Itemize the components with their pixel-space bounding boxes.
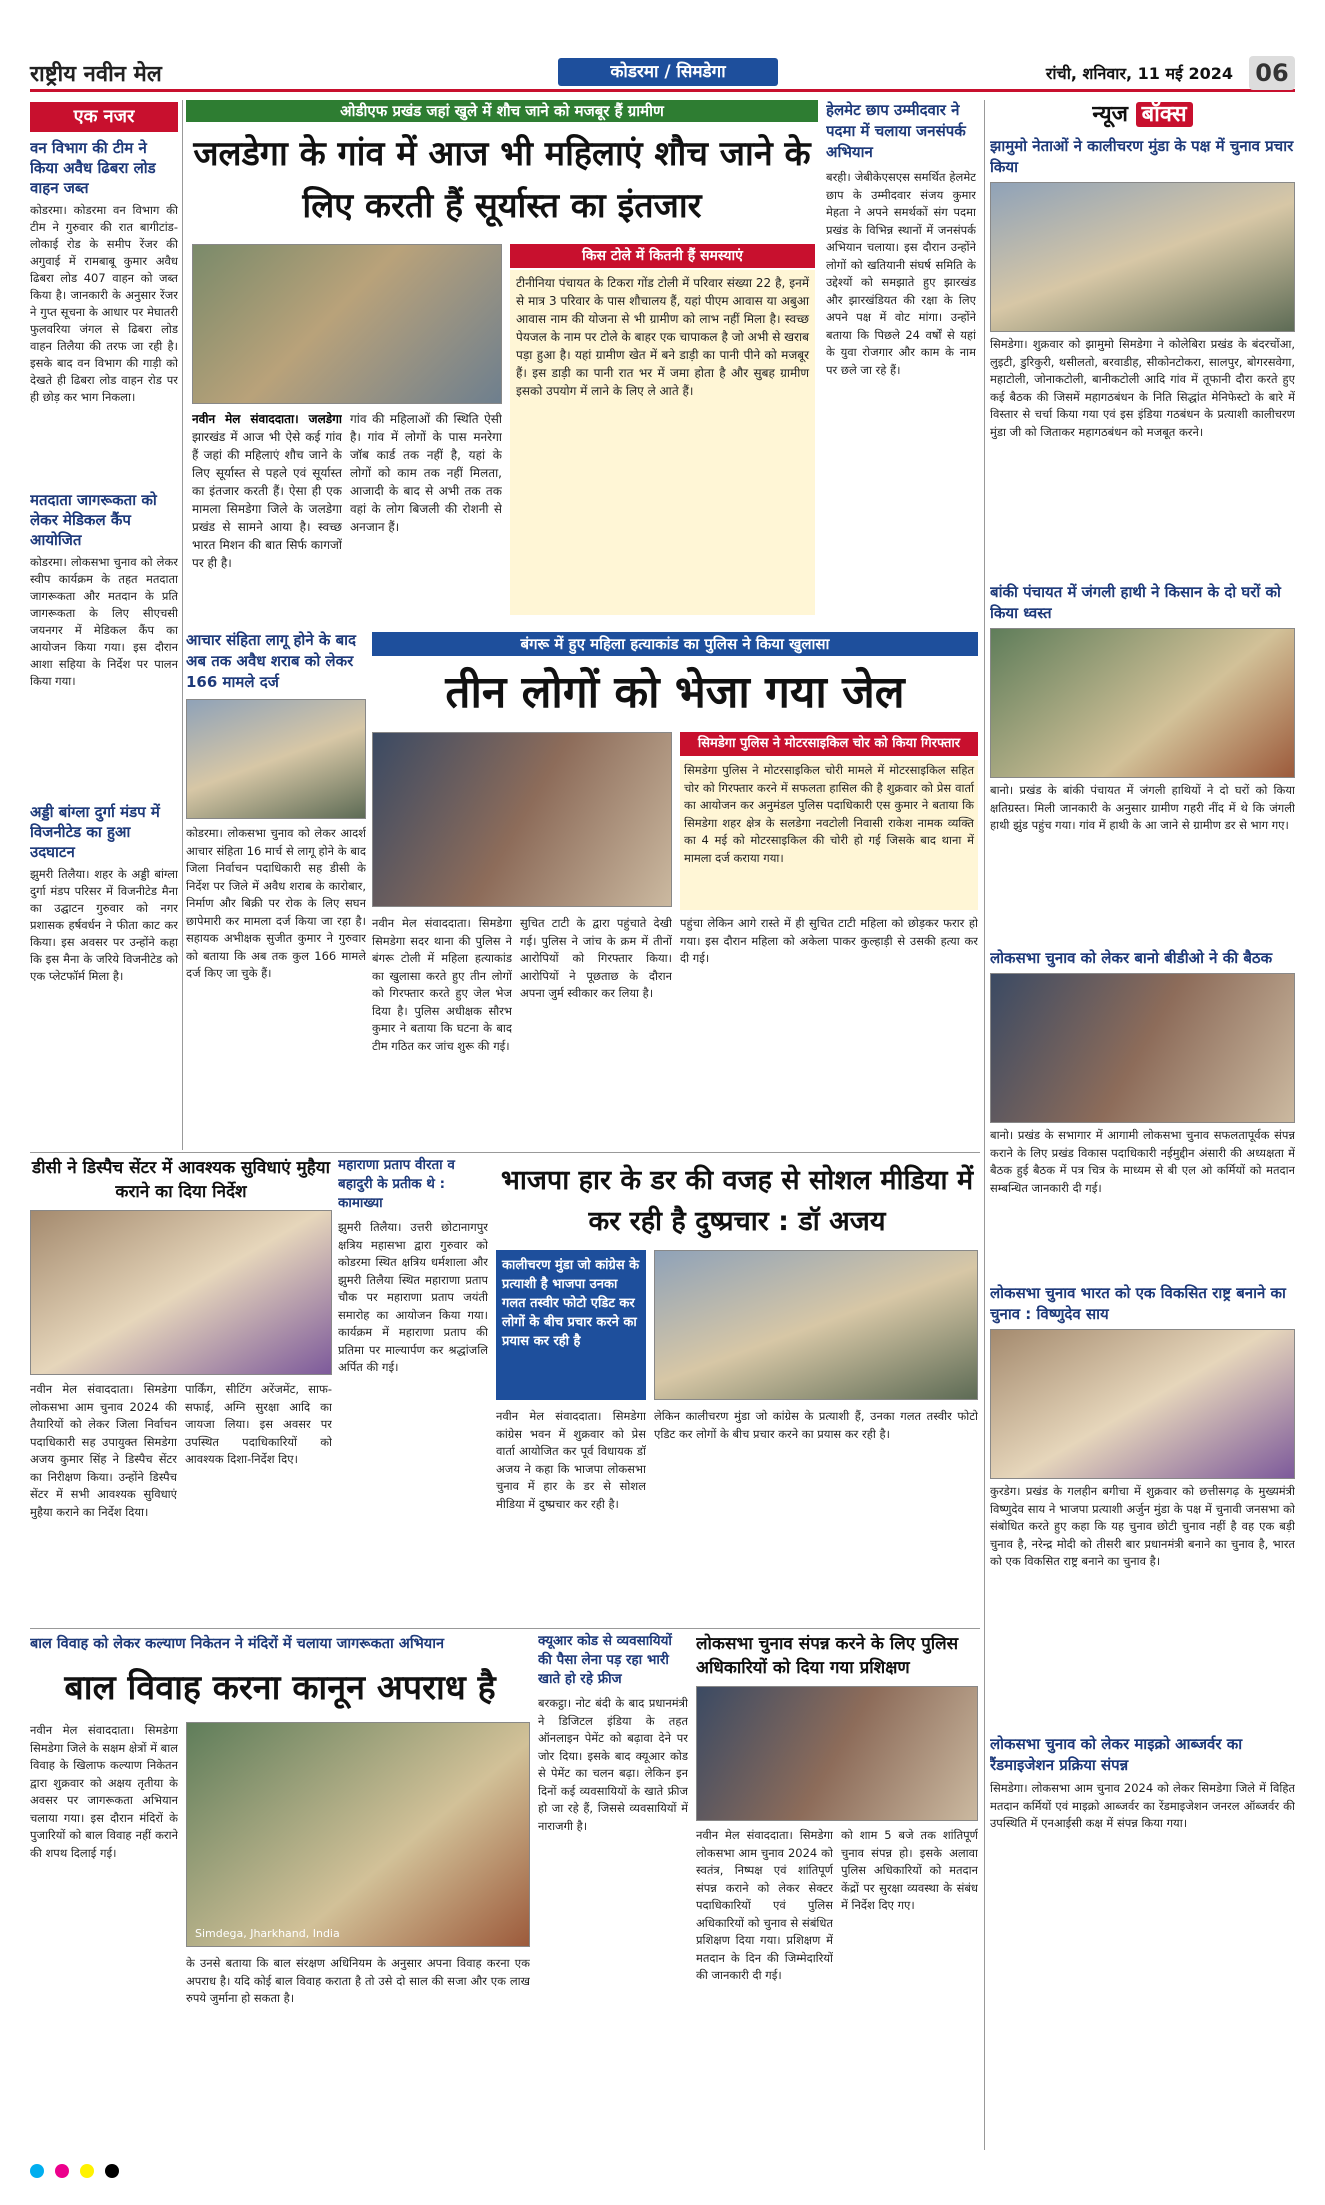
story-kicker: बंगरू में हुए महिला हत्याकांड का पुलिस ने किया खुलासा (520, 635, 830, 653)
callout-box (496, 1250, 646, 1400)
story-body (192, 410, 342, 615)
story-photo-village (192, 244, 502, 404)
row-rule (30, 1152, 980, 1153)
story-kicker-bar (372, 632, 978, 656)
news-box-title: बांकी पंचायत में जंगली हाथी ने किसान के दो घरों को किया ध्वस्त (990, 583, 1281, 622)
brief-title: मतदाता जागरूकता को लेकर मेडिकल कैंप आयोजित (30, 491, 157, 549)
story-photo-training (696, 1686, 978, 1821)
story-title: आचार संहिता लागू होने के बाद अब तक अवैध शराब को लेकर 166 मामले दर्ज (186, 631, 357, 691)
story-headline: जलडेगा के गांव में आज भी महिलाएं शौच जाने के लिए करती हैं सूर्यास्त का इंतजार (193, 134, 811, 226)
news-box-title: लोकसभा चुनाव भारत को एक विकसित राष्ट्र बनाने का चुनाव : विष्णुदेव साय (990, 1284, 1286, 1323)
news-box-body: सिमडेगा। लोकसभा आम चुनाव 2024 को लेकर सिमडेगा जिले में विहित मतदान कर्मियों एवं माइक्रो आब्जर्वर का रेंडमाइजेशन जनरल ऑब्जर्वर की उपस्थिति में एनआईसी कक्ष में संपन्न किया गया। (990, 1781, 1295, 1830)
story-photo-police (372, 732, 672, 907)
news-box-header-b: बॉक्स (1136, 102, 1193, 127)
story-photo-awareness (186, 1722, 530, 1947)
brief-body: कोडरमा। लोकसभा चुनाव को लेकर स्वीप कार्यक्रम के तहत मतदाता जागरूकता और मतदान के प्रति जागरूकता के लिए सीएचसी जयनगर में मेडिकल कैंप का आयोजन किया गया। इस दौरान आशा सहिया के निर्देश पर पालन किया गया। (30, 555, 178, 688)
black-dot (105, 2164, 119, 2178)
briefs-column (30, 102, 178, 1132)
page-number: 06 (1249, 56, 1295, 90)
story-body: गांव की महिलाओं की स्थिति ऐसी है। गांव में लोगों के पास मनरेगा जॉब कार्ड तक नहीं है, यहां के लोगों को काम तक नहीं मिलता, आजादी के बाद से अभी तक तक वहां के लोग बिजली की रोशनी से अनजान हैं। (350, 412, 502, 534)
news-box-title: झामुमो नेताओं ने कालीचरण मुंडा के पक्ष में चुनाव प्रचार किया (990, 137, 1294, 176)
story-body: सिमडेगा पुलिस ने मोटरसाइकिल चोरी मामले में मोटरसाइकिल सहित चोर को गिरफ्तार करने में सफलता हासिल की है शुक्रवार को प्रेस वार्ता का आयोजन कर अनुमंडल पुलिस पदाधिकारी एस कुमार ने बताया कि सिमडेगा शहर क्षेत्र के सलडेगा नवटोली निवासी राकेश नामक व्यक्ति का 4 मई को मोटरसाइकिल की चोरी हो गई जिसके बाद थाना में मामला दर्ज कराया गया। (680, 760, 978, 910)
news-box-column (990, 100, 1295, 2150)
story-headline: बाल विवाह करना कानून अपराध है (64, 1668, 496, 1708)
news-box-body: सिमडेगा। शुक्रवार को झामुमो सिमडेगा ने कोलेबिरा प्रखंड के बंदरचोंआ, लुइटी, डुरिकुरी, थसीलतो, बरवाडीह, सीकोनटोकरा, सालपुर, बोगरसवेगा, महाटोली, जोनाकटोली, बानीकटोली आदि गांव में तूफानी दौरा करते हुए कई बैठक की जिसमें महागठबंधन के निति सिद्धांत मेनिफेस्टो के बारे में विस्तार से चर्चा किया गया एवं इस इंडिया गठबंधन के प्रत्याशी कालीचरण मुंडा जी को जिताकर महागठबंधन को मजबूत करने। (990, 337, 1295, 439)
column-rule (182, 100, 183, 1150)
story-qr (538, 1632, 688, 2147)
photo-caption: Simdega, Jharkhand, India (195, 1927, 340, 1940)
brief-title: वन विभाग की टीम ने किया अवैध ढिबरा लोड वाहन जब्त (30, 139, 156, 197)
print-registration-bar (30, 2163, 1295, 2177)
story-body: सुचित टाटी के द्वारा पहुंचाते देखी गई। पुलिस ने जांच के क्रम में तीनों आरोपियों को गिरफ्तार किया। आरोपियों ने पूछताछ के दौरान अपना जुर्म स्वीकार कर लिया है। (520, 916, 672, 1000)
story-dispatch (30, 1156, 332, 1626)
magenta-dot (55, 2164, 69, 2178)
story-liquor (186, 630, 366, 1150)
story-headline: तीन लोगों को भेजा गया जेल (445, 667, 905, 718)
news-box-body: कुरडेग। प्रखंड के गलहीन बगीचा में शुक्रवार को छत्तीसगढ़ के मुख्यमंत्री विष्णुदेव साय ने भाजपा प्रत्याशी अर्जुन मुंडा के पक्ष में चुनावी जनसभा को संबोधित करते हुए कहा कि यह चुनाव छोटी चुनाव नहीं है वह एक बड़ी चुनाव है, नरेन्द्र मोदी को तीसरी बार प्रधानमंत्री बनाने का चुनाव है, भारत को एक विकसित राष्ट्र बनाने का चुनाव है। (990, 1484, 1295, 1568)
story-body: नवीन मेल संवाददाता। सिमडेगा सिमडेगा सदर थाना की पुलिस ने बंगरू टोली में महिला हत्याकांड का खुलासा करते हुए तीन लोगों को गिरफ्तार करते हुए जेल भेज दिया है। पुलिस अधीक्षक सौरभ कुमार ने बताया कि घटना के बाद टीम गठित कर जांच शुरू की गई। (372, 916, 512, 1053)
story-training (696, 1632, 978, 2147)
news-box-title: लोकसभा चुनाव को लेकर माइक्रो आब्जर्वर का रैंडमाइजेशन प्रक्रिया संपन्न (990, 1735, 1243, 1774)
story-kicker-bar (30, 1632, 530, 1656)
story-title: डीसी ने डिस्पैच सेंटर में आवश्यक सुविधाएं मुहैया कराने का दिया निर्देश (31, 1158, 331, 1202)
dateline: रांची, शनिवार, 11 मई 2024 (1045, 64, 1233, 83)
news-photo-rally (990, 182, 1295, 332)
news-photo-house (990, 628, 1295, 778)
story-kicker-bar (186, 100, 818, 122)
story-body: नवीन मेल संवाददाता। सिमडेगा सिमडेगा जिले के सक्षम क्षेत्रों में बाल विवाह के खिलाफ कल्याण निकेतन द्वारा शुक्रवार को अक्षय तृतीया के अवसर पर जागरूकता अभियान चलाया गया। इस दौरान मंदिरों के पुजारियों को बाल विवाह नहीं कराने की शपथ दिलाई गई। (30, 1723, 178, 1860)
story-kicker: ओडीएफ प्रखंड जहां खुले में शौच जाने को मजबूर हैं ग्रामीण (340, 102, 664, 120)
row-rule (30, 1628, 980, 1629)
story-photo-dispatch (30, 1210, 332, 1375)
story-title: सिमडेगा पुलिस ने मोटरसाइकिल चोर को किया गिरफ्तार (697, 736, 961, 751)
story-body: नवीन मेल संवाददाता। सिमडेगा कांग्रेस भवन में शुक्रवार को प्रेस वार्ता आयोजित कर पूर्व विधायक डॉ अजय ने कहा कि भाजपा लोकसभा चुनाव में हार के डर से सोशल मीडिया में दुष्प्रचार कर रही है। (496, 1409, 646, 1511)
news-box-body: बानो। प्रखंड के सभागार में आगामी लोकसभा चुनाव सफलतापूर्वक संपन्न कराने के लिए प्रखंड विकास पदाधिकारी नईमुद्दीन अंसारी की अध्यक्षता में बैठक हुई बैठक में पत्र चित्र के माध्यम से बी एल ओ कर्मियों को मतदान सम्बन्धित जानकारी दी गई। (990, 1128, 1295, 1195)
newspaper-brand: राष्ट्रीय नवीन मेल (30, 62, 162, 87)
story-title: क्यूआर कोड से व्यवसायियों की पैसा लेना पड़ रहा भारी खाते हो रहे फ्रीज (538, 1633, 672, 1687)
brief-body: झुमरी तिलैया। शहर के अड्डी बांग्ला दुर्गा मंडप परिसर में विजनीटेड मैना का उद्घाटन गुरुवार को नगर प्रशासक हर्षवर्धन ने फीता काट कर किया। इस अवसर पर उन्होंने कहा कि इस मैना के जरिये विजनीटेड को एक प्लेटफॉर्म मिला है। (30, 867, 178, 983)
story-maharana (338, 1156, 488, 1626)
news-box-title: लोकसभा चुनाव को लेकर बानो बीडीओ ने की बैठक (990, 949, 1273, 967)
column-rule (984, 100, 985, 2150)
news-box-header-a: न्यूज (1092, 102, 1128, 127)
masthead (30, 56, 1295, 92)
cyan-dot (30, 2164, 44, 2178)
brief-body: कोडरमा। कोडरमा वन विभाग की टीम ने गुरुवार की रात बागीटांड-लोकाई रोड के समीप रेंजर की अगुवाई में रामबाबू कुमार अवैध ढिबरा लोड 407 वाहन को जब्त किया है। जानकारी के अनुसार रेंजर ने गुप्त सूचना के आधार पर मेघातरी फुलवरिया जंगल से ढिबरा लोड वाहन तिलैया की तरफ जा रही है। इसके बाद वन विभाग की गाड़ी को देखते ही ढिबरा लोड वाहन रोड पर ही छोड़ कर भाग निकला। (30, 203, 178, 404)
story-body: को शाम 5 बजे तक शांतिपूर्ण चुनाव संपन्न हो। इसके अलावा पुलिस अधिकारियों को मतदान केंद्रों पर सुरक्षा व्यवस्था के संबंध में निर्देश दिए गए। (841, 1828, 978, 1912)
info-box-title: किस टोले में कितनी हैं समस्याएं (582, 248, 743, 264)
story-body: झुमरी तिलैया। उत्तरी छोटानागपुर क्षत्रिय महासभा द्वारा गुरुवार को कोडरमा स्थित क्षत्रिय धर्मशाला और झुमरी तिलैया स्थित महाराणा प्रताप चौक पर महाराणा प्रताप जयंती समारोह का आयोजन किया गया। कार्यक्रम में महाराणा प्रताप की प्रतिमा पर माल्यार्पण कर श्रद्धांजलि अर्पित की गई। (338, 1220, 488, 1374)
story-kicker: बाल विवाह को लेकर कल्याण निकेतन ने मंदिरों में चलाया जागरूकता अभियान (30, 1636, 445, 1652)
story-helmet (826, 100, 976, 625)
news-box-body: बानो। प्रखंड के बांकी पंचायत में जंगली हाथियों ने दो घरों को किया क्षतिग्रस्त। मिली जानकारी के अनुसार ग्रामीण गहरी नींद में थे कि जंगली हाथी झुंड पहुंच गया। गांव में हाथी के आ जाने से ग्रामीण डर से भाग गए। (990, 783, 1295, 832)
story-headline: भाजपा हार के डर की वजह से सोशल मीडिया में कर रही है दुष्प्रचार : डॉ अजय (500, 1165, 974, 1237)
story-title: लोकसभा चुनाव संपन्न करने के लिए पुलिस अधिकारियों को दिया गया प्रशिक्षण (696, 1634, 959, 1678)
story-body: नवीन मेल संवाददाता। सिमडेगा लोकसभा आम चुनाव 2024 को स्वतंत्र, निष्पक्ष एवं शांतिपूर्ण संपन्न कराने को लेकर सेक्टर पदाधिकारियों एवं पुलिस अधिकारियों को चुनाव से संबंधित प्रशिक्षण दिया गया। प्रशिक्षण में मतदान के दिन की जिम्मेदारियों की जानकारी दी गई। (696, 1828, 833, 1982)
byline: नवीन मेल संवाददाता। जलडेगा (192, 412, 342, 426)
story-body: नवीन मेल संवाददाता। सिमडेगा लोकसभा आम चुनाव 2024 की तैयारियों को लेकर जिला निर्वाचन पदाधिकारी सह उपायुक्त सिमडेगा अजय कुमार सिंह ने डिस्पैच सेंटर का निरीक्षण किया। उन्होंने डिस्पैच सेंटर में सभी आवश्यक सुविधाएं मुहैया कराने का निर्देश दिया। (30, 1382, 177, 1519)
story-body: लेकिन कालीचरण मुंडा जो कांग्रेस के प्रत्याशी हैं, उनका गलत तस्वीर फोटो एडिट कर लोगों के बीच प्रचार करने का प्रयास कर रही है। (654, 1409, 978, 1441)
story-body: बरकट्ठा। नोट बंदी के बाद प्रधानमंत्री ने डिजिटल इंडिया के तहत ऑनलाइन पेमेंट को बढ़ावा देने पर जोर दिया। इसके बाद क्यूआर कोड से पेमेंट का चलन बढ़ा। लेकिन इन दिनों कई व्यवसायियों के खाते फ्रीज हो जा रहे हैं, जिससे व्यवसायियों में नाराजगी है। (538, 1696, 688, 1833)
story-title: महाराणा प्रताप वीरता व बहादुरी के प्रतीक थे : कामाख्या (338, 1157, 455, 1211)
story-body: बरही। जेबीकेएसएस समर्थित हेलमेट छाप के उम्मीदवार संजय कुमार मेहता ने अपने समर्थकों संग पदमा प्रखंड के विभिन्न स्थानों में जनसंपर्क अभियान चलाया। इस दौरान उन्होंने लोगों को खतियानी संघर्ष समिति के उद्देश्यों को समझाते हुए झारखंड और झारखंडियत की रक्षा के लिए अपने पक्ष में वोट मांगा। उन्होंने बताया कि पिछले 24 वर्षों से यहां के युवा रोजगार और काम के नाम पर छले जा रहे हैं। (826, 170, 976, 377)
story-body: कोडरमा। लोकसभा चुनाव को लेकर आदर्श आचार संहिता 16 मार्च से लागू होने के बाद जिला निर्वाचन पदाधिकारी सह डीसी के निर्देश पर जिले में अवैध शराब के कारोबार, निर्माण और बिक्री पर रोक के लिए सघन छापेमारी कर मामला दर्ज किया जा रहा है। सहायक अभीक्षक सुजीत कुमार ने गुरुवार को बताया कि अब तक कुल 166 मामले दर्ज किए जा चुके हैं। (186, 826, 366, 980)
yellow-dot (80, 2164, 94, 2178)
callout-text: कालीचरण मुंडा जो कांग्रेस के प्रत्याशी है भाजपा उनका गलत तस्वीर फोटो एडिट कर लोगों के बीच प्रचार करने का प्रयास कर रही है (502, 1258, 640, 1349)
info-box-body: टीनीनिया पंचायत के टिकरा गोंड टोली में परिवार संख्या 22 है, इनमें से मात्र 3 परिवार के पास शौचालय हैं, यहां पीएम आवास या अबुआ आवास नाम की योजना से भी ग्रामीण को लाभ नहीं मिला है। स्वच्छ पेयजल के नाम पर टोले के बाहर एक चापाकल है जो अभी से खराब पड़ा हुआ है। यहां ग्रामीण खेत में बने डाड़ी का पानी पीने को मजबूर हैं। इस डाड़ी का पानी रात भर में जमा होता है और सुबह ग्रामीण इसको उपयोग में लाने के लिए ले आते हैं। (510, 270, 815, 615)
brief-title: अड्डी बांग्ला दुर्गा मंडप में विजनीटेड का हुआ उदघाटन (30, 803, 160, 861)
story-photo-press (654, 1250, 978, 1400)
story-text: झारखंड में आज भी ऐसे कई गांव हैं जहां की महिलाएं शौच जाने के लिए सूर्यास्त से पहले एवं सूर्यास्त का इंतजार करती हैं। ऐसा ही एक मामला सिमडेगा जिले के जलडेगा प्रखंड से सामने आया है। स्वच्छ भारत मिशन की बात सिर्फ कागजों पर ही है। (192, 430, 342, 570)
story-body: पार्किंग, सीटिंग अरेंजमेंट, साफ-सफाई, अग्नि सुरक्षा आदि का जायजा लिया। इस अवसर पर उपस्थित पदाधिकारियों को आवश्यक दिशा-निर्देश दिए। (185, 1382, 332, 1466)
briefs-header: एक नजर (30, 102, 178, 132)
news-photo-cm (990, 1329, 1295, 1479)
story-title: हेलमेट छाप उम्मीदवार ने पदमा में चलाया जनसंपर्क अभियान (826, 101, 966, 161)
story-body: के उनसे बताया कि बाल संरक्षण अधिनियम के अनुसार अपना विवाह करना एक अपराध है। यदि कोई बाल विवाह कराता है तो उसे दो साल की सजा और एक लाख रुपये जुर्माना हो सकता है। (186, 1956, 530, 2005)
news-photo-meeting (990, 973, 1295, 1123)
story-title-bar (680, 732, 978, 756)
section-label: कोडरमा / सिमडेगा (558, 58, 778, 86)
story-body: पहुंचा लेकिन आगे रास्ते में ही सुचित टाटी महिला को छोड़कर फरार हो गया। इस दौरान महिला को अकेला पाकर कुल्हाड़ी से उसकी हत्या कर दी गई। (680, 916, 978, 965)
story-photo-liquor (186, 699, 366, 819)
news-box-header (990, 100, 1295, 130)
info-box-header (510, 244, 815, 268)
